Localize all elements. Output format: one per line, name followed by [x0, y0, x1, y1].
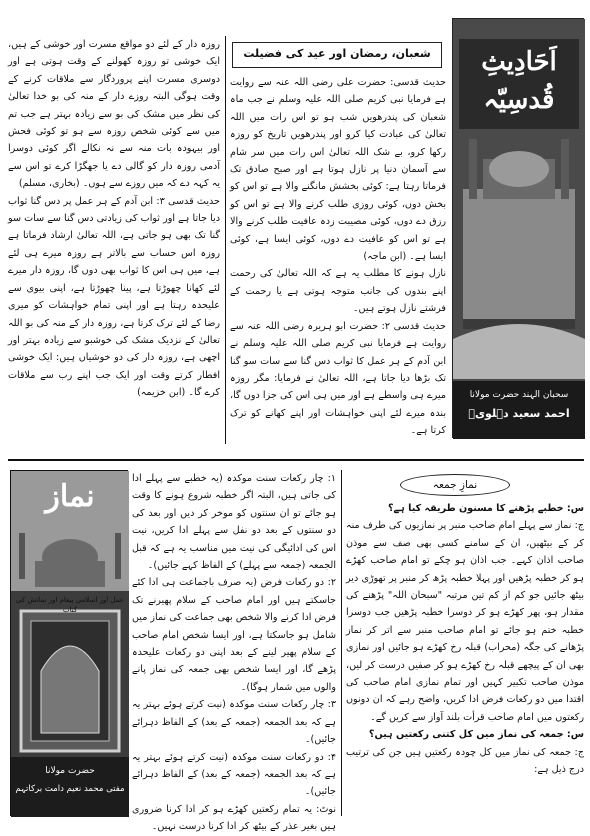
bottom-middle-column: [132, 470, 336, 833]
book-cover-author-line1: سحبان الہند حضرت مولانا: [469, 390, 569, 400]
answer-khutba-tariqa: ج: نماز سے پہلے امام صاحب منبر پر نمازیوں کی طرف منہ کر کے بیٹھیں، ان کے سامنے کسی بھی صف سے موذن صاحب اذان کہے۔ جب اذان ہو چکے تو امام صاحب کھڑے ہو کر خطبہ پڑھیں اور پہلا خطبہ پڑھ کر منبر پر تھوڑی دیر بیٹھ جائیں جو کم از کم تین مرتبہ "سبحان اللہ" پڑھنے کی مقدار ہو، پھر کھڑے ہو کر دوسرا خطبہ پڑھیں جب دوسرا خطبہ ختم ہو جائے تو امام صاحب منبر سے اتر کر نماز پڑھانے کی جگہ (محراب) قبلہ رخ کھڑے ہو جائیں اور نمازی بھی ان کے پیچھے قبلہ رخ کھڑے ہو کر صفیں درست کر لیں، موذن صاحب تکبیر کہیں اور تمام نمازی امام صاحب کی اقتدا میں دو رکعات فرض ادا کریں، واضح رہے کہ ان دونوں رکعتوں میں امام صاحب قرأت بلند آواز سے کریں گے۔: [346, 520, 584, 723]
book-cover-ahadees-qudsia: [452, 18, 584, 438]
rakat-note: نوٹ: یہ تمام رکعتیں کھڑے ہو کر ادا کرنا ضروری ہیں بغیر عذر کے بیٹھ کر ادا کرنا درست نہیں۔: [132, 803, 336, 833]
mosque-illustration: [453, 139, 585, 379]
section-title-shaban-ramadan-eid: شعبان، رمضان اور عید کی فضیلت: [232, 42, 442, 68]
rakat-item-2: ۲: دو رکعات فرض (یہ صرف باجماعت ہی ادا کئے جاسکتے ہیں اور امام صاحب کے سلام پھیرنے تک فرض ادا کرنے والا شخص بھی جماعت کی نماز میں شامل ہو جاسکتا ہے، اور ایسا شخص امام صاحب کے سلام پھیر لینے کے بعد اپنی دو رکعات علیحدہ پڑھے گا، اور ایسا شخص بھی جمعہ کی نماز پانے والوں میں شمار ہوگا)۔: [132, 577, 336, 693]
top-left-column: [8, 36, 220, 444]
hadith-qudsi-3: حدیث قدسی ۳: ابن آدم کے ہر عمل پر دس گنا ثواب دیا جاتا ہے اور ثواب کی زیادتی دس گنا سے سات سو گنا تک بھی ہو جاتی ہے، اللہ تعالیٰ ارشاد فرماتا ہے روزہ اس حساب سے بالاتر ہے روزہ میرے ہی لئے ہے، میں ہی اس کا ثواب بھی دوں گا، روزہ دار میرے لئے کھانا چھوڑتا ہے، پینا چھوڑتا ہے، اپنی بیوی سے علیحدہ رہتا ہے اور اپنی تمام خواہشات کو میری رضا کے لئے ترک کرتا ہے، روزہ دار کے منہ کی بو اللہ تعالیٰ کے نزدیک مشک کی خوشبو سے زیادہ بہتر اور اچھی ہے، روزہ دار کی دو خوشیاں ہیں: ایک خوشی افطار کرتے وقت اور ایک جب اپنے رب سے ملاقات کرے گا۔ (ابن خزیمہ): [8, 195, 220, 399]
hadith-qudsi-2: حدیث قدسی ۲: حضرت ابو ہریرہ رضی اللہ عنہ سے روایت ہے فرمایا نبی کریم صلی اللہ علیہ وسلم نے ابن آدم کے ہر عمل کا ثواب دس گنا سے سات سو گنا تک بڑھا دیا جاتا ہے، اللہ تعالیٰ نے فرمایا: مگر روزہ میرے ہی واسطے ہے اور میں ہی اس کی جزا دوں گا، بندہ میرے لئے اپنی خواہشات اور اپنے کھانے کو ترک کرتا ہے۔: [230, 320, 446, 437]
question-jumma-rakat: س: جمعہ کی نماز میں کل کتنی رکعتیں ہیں؟: [368, 729, 584, 741]
book-cover-namaz-title: نماز: [45, 479, 95, 514]
book-cover-namaz-author-line2: مفتی محمد نعیم دامت برکاتہم: [15, 784, 125, 794]
book-cover-namaz-subtitle: عمل اور اسلامی پیغام اور نمائش کی کتاب: [16, 596, 124, 614]
rakat-item-1: ۱: چار رکعات سنت موکدہ (یہ خطبے سے پہلے ادا کی جاتی ہیں، البتہ اگر خطبہ شروع ہونے کا وقت ہو جائے تو ان سنتوں کو موخر کر دیں اور بعد کی دو سنتوں کے بعد دو نفل سے پہلے ادا کریں، نیت اس کی ادائیگی کی نیت میں مناسب یہ ہے کہ قبل الجمعہ (جمعہ سے پہلے) کے الفاظ کہے جائیں)۔: [132, 473, 336, 572]
hadith-explanation: نازل ہونے کا مطلب یہ ہے کہ اللہ تعالیٰ کی رحمت اپنے بندوں کی جانب متوجہ ہوتی ہے یا رحمت کے فرشتے نازل ہوتے ہیں۔: [230, 268, 446, 315]
section-divider: [8, 459, 584, 461]
book-cover-namaz-author-line1: حضرت مولانا: [45, 766, 95, 776]
question-khutba-tariqa: س: خطبے پڑھنے کا مسنون طریقہ کیا ہے؟: [387, 503, 584, 514]
section-title-namaz-jumma: نمازِ جمعہ: [400, 474, 510, 496]
book-cover-title: اَحَادِیثِ قُدسِیّہ: [481, 47, 557, 115]
column-divider-top: [225, 36, 226, 444]
rakat-item-3: ۳: چار رکعات سنت موکدہ (نیت کرتے ہوئے بہتر یہ ہے کہ بعد الجمعہ (جمعہ کے بعد) کے الفاظ دہرائے جائیں)۔: [132, 699, 336, 746]
rakat-item-4: ۴: دو رکعات سنت موکدہ (نیت کرتے ہوئے بہتر یہ ہے کہ بعد الجمعہ (جمعہ کے بعد) کے الفاظ دہرائے جائیں)۔: [132, 751, 336, 798]
top-right-column: [230, 74, 446, 444]
column-divider-bottom: [341, 470, 342, 816]
hadith-qudsi-1: حدیث قدسی: حضرت علی رضی اللہ عنہ سے روایت ہے فرمایا نبی کریم صلی اللہ علیہ وسلم نے جب ماہ شعبان کی پندرھویں شب ہو تو اس رات میں اللہ تعالیٰ کی عبادت کیا کرو اور پندرھویں تاریخ کو روزہ رکھا کرو، بے شک اللہ تعالیٰ اس رات میں سر شام سے آسمان دنیا پر نازل ہوتا ہے اور صبح صادق تک فرماتا رہتا ہے: کوئی بخشش مانگنے والا ہے تو اس کو بخش دوں، کوئی روزی طلب کرنے والا ہے تو اس کو رزق دے دوں، کوئی مصیبت زدہ عافیت طلب کرنے والا ہے تو اس کو عافیت دے دوں، کوئی ایسا ہے، کوئی ایسا ہے۔ (ابن ماجہ): [230, 77, 446, 263]
book-cover-author-line2: احمد سعید دہلویؒ: [468, 407, 570, 420]
answer-jumma-rakat: ج: جمعہ کی نماز میں کل چودہ رکعتیں ہیں جن کی ترتیب درج ذیل ہے:: [346, 746, 584, 776]
bottom-right-column: [346, 500, 584, 816]
roza-dar-khushi: روزہ دار کے لئے دو مواقع مسرت اور خوشی کے ہیں، ایک خوشی تو روزہ کھولنے کے وقت ہوتی ہے اور دوسری مسرت اپنے پروردگار سے ملاقات کرنے کے وقت ہوگی البتہ روزے دار کے منہ کی بو خدا تعالیٰ کی نظر میں مشک کی بو سے زیادہ بہتر ہے جب تم میں سے کوئی شخص روزہ سے ہو تو کوئی فحش اور بیہودہ بات منہ سے نہ نکالے اگر کوئی دوسرا آدمی روزہ دار کو گالی دے یا جھگڑا کرے تو اس سے یہ کہہ دے کہ میں روزے سے ہوں۔ (بخاری، مسلم): [8, 39, 220, 190]
book-cover-namaz: [10, 470, 128, 816]
